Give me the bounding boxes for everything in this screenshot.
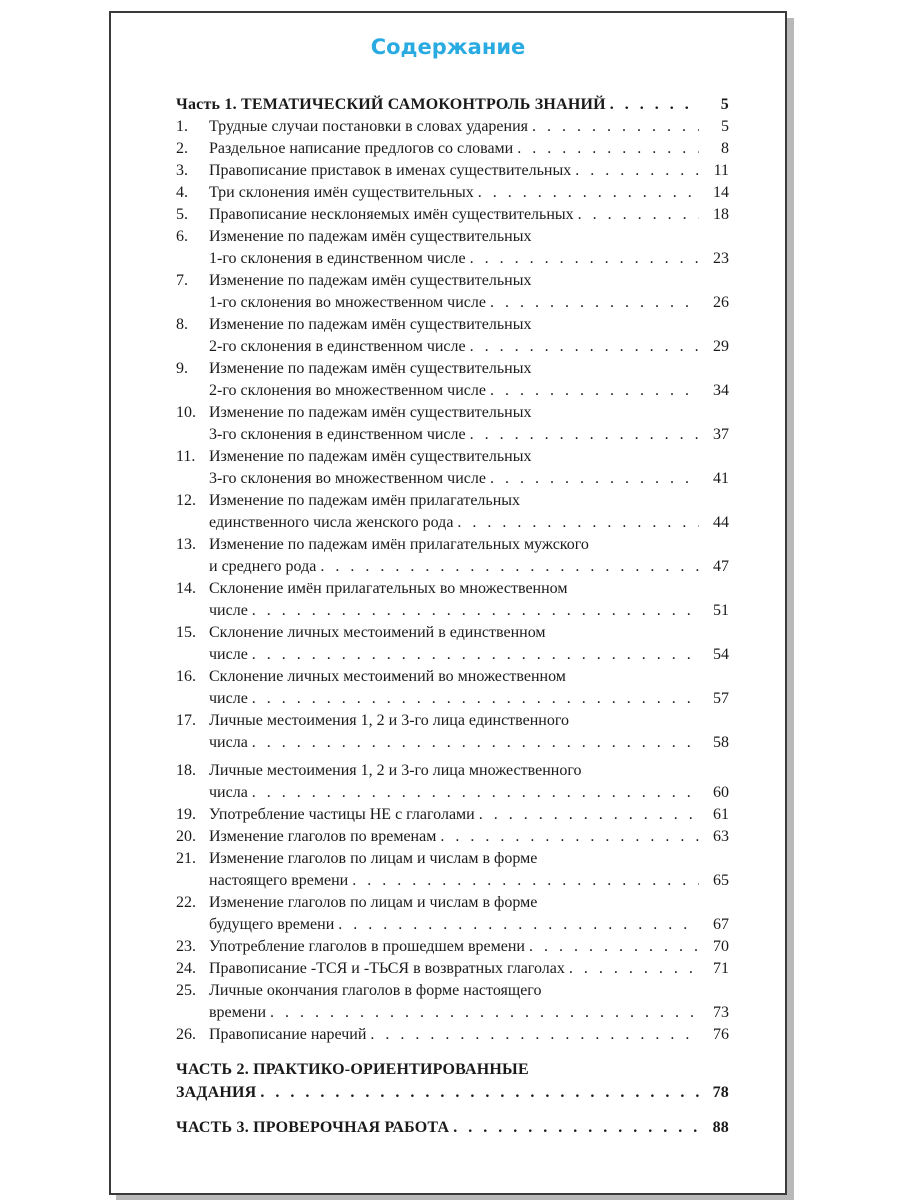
toc-line: [209, 314, 729, 336]
toc-line-text: Личные местоимения 1, 2 и 3-го лица единственного: [209, 712, 570, 729]
toc-entry: [176, 402, 729, 446]
toc-entries: [176, 116, 729, 1046]
page-number: 60: [713, 784, 729, 801]
dot-leader: [270, 1002, 699, 1024]
toc-entry-number: 10.: [176, 404, 196, 421]
toc-entry-number: 14.: [176, 580, 196, 597]
toc-entry-body: [209, 204, 729, 226]
toc-entry-number: 12.: [176, 492, 196, 509]
toc-entry-number: 8.: [176, 316, 188, 333]
toc-line-text: ЗАДАНИЯ: [176, 1084, 257, 1101]
toc-line-text: 2-го склонения в единственном числе: [209, 338, 466, 355]
dot-leader: [490, 380, 699, 402]
toc-entry: [176, 270, 729, 314]
toc-line-text: Личные окончания глаголов в форме настоящего: [209, 982, 542, 999]
toc-entry-number: 20.: [176, 828, 196, 845]
toc-line-text: Склонение имён прилагательных во множественном: [209, 580, 568, 597]
toc-line: [209, 468, 729, 490]
toc-line-text: Изменение глаголов по лицам и числам в форме: [209, 894, 538, 911]
toc-line-text: Правописание приставок в именах существительных: [209, 162, 572, 179]
toc-entry-number: 23.: [176, 938, 196, 955]
toc-entry-number: 11.: [176, 448, 196, 465]
toc-line: [209, 226, 729, 248]
toc-entry-number: 5.: [176, 206, 188, 223]
page-number: 61: [713, 806, 729, 823]
toc-line-text: 3-го склонения в единственном числе: [209, 426, 466, 443]
toc-line-text: Склонение личных местоимений в единственном: [209, 624, 546, 641]
toc-line-text: Изменение по падежам имён прилагательных: [209, 492, 521, 509]
dot-leader: [578, 204, 699, 226]
toc-part-3: [176, 1116, 729, 1139]
page-number: 8: [721, 140, 729, 157]
toc-line: [209, 424, 729, 446]
toc-line-text: 2-го склонения во множественном числе: [209, 382, 486, 399]
toc-line-text: Употребление частицы НЕ с глаголами: [209, 806, 475, 823]
page-number: 23: [713, 250, 729, 267]
toc-entry: [176, 666, 729, 710]
toc-line: [209, 138, 729, 160]
toc-line-text: Изменение по падежам имён прилагательных мужского: [209, 536, 589, 553]
toc-line: [209, 936, 729, 958]
toc-line: [209, 760, 729, 782]
toc-part-1: [176, 93, 729, 116]
toc-entry-number: 1.: [176, 118, 188, 135]
page-number: 58: [713, 734, 729, 751]
toc-line: [209, 1024, 729, 1046]
page-number: 47: [713, 558, 729, 575]
toc-entry-body: [209, 892, 729, 936]
page-number: 73: [713, 1004, 729, 1021]
dot-leader: [252, 600, 699, 622]
toc-entry-number: 7.: [176, 272, 188, 289]
toc-line: [209, 446, 729, 468]
toc-entry: [176, 490, 729, 534]
toc-entry-body: [209, 490, 729, 534]
toc-line-text: будущего времени: [209, 916, 335, 933]
toc-line: [209, 182, 729, 204]
toc-line-text: единственного числа женского рода: [209, 514, 454, 531]
dot-leader: [252, 644, 699, 666]
toc-line-text: Изменение глаголов по лицам и числам в форме: [209, 850, 538, 867]
dot-leader: [490, 292, 699, 314]
toc-line: [209, 848, 729, 870]
toc-entry-body: [209, 710, 729, 754]
toc-line: [209, 512, 729, 534]
page-number: 67: [713, 916, 729, 933]
page-number: 78: [712, 1084, 729, 1101]
toc-entry: [176, 358, 729, 402]
dot-leader: [352, 870, 699, 892]
dot-leader: [532, 116, 699, 138]
toc-entry-body: [209, 402, 729, 446]
toc-entry-body: [209, 138, 729, 160]
toc-line: [209, 958, 729, 980]
dot-leader: [569, 958, 699, 980]
toc-entry: [176, 936, 729, 958]
dot-leader: [370, 1024, 699, 1046]
dot-leader: [470, 336, 699, 358]
page-number: 11: [713, 162, 729, 179]
toc-entry-body: [209, 534, 729, 578]
dot-leader: [479, 804, 699, 826]
toc-entry: [176, 1024, 729, 1046]
toc-line-text: Правописание наречий: [209, 1026, 367, 1043]
toc-line: [209, 804, 729, 826]
toc-line-text: числа: [209, 734, 248, 751]
toc-entry: [176, 534, 729, 578]
toc-line-text: Употребление глаголов в прошедшем времени: [209, 938, 525, 955]
toc-entry: [176, 892, 729, 936]
toc-entry: [176, 116, 729, 138]
toc-entry-body: [209, 826, 729, 848]
toc-line: [209, 600, 729, 622]
toc-line-text: Изменение глаголов по временам: [209, 828, 437, 845]
page-number: 63: [713, 828, 729, 845]
toc-line: [209, 578, 729, 600]
toc-entry: [176, 804, 729, 826]
toc-entry-number: 6.: [176, 228, 188, 245]
toc-entry-body: [209, 1024, 729, 1046]
toc-line: [209, 710, 729, 732]
toc-entry: [176, 760, 729, 804]
page-number: 76: [713, 1026, 729, 1043]
toc-line: [209, 1002, 729, 1024]
toc-entry: [176, 958, 729, 980]
toc-line-text: числе: [209, 646, 248, 663]
toc-line-text: настоящего времени: [209, 872, 349, 889]
toc-line-text: времени: [209, 1004, 267, 1021]
toc-line: [176, 93, 729, 116]
toc-entry-body: [209, 936, 729, 958]
page-number: 37: [713, 426, 729, 443]
toc-line-text: ЧАСТЬ 3. ПРОВЕРОЧНАЯ РАБОТА: [176, 1119, 450, 1136]
toc-line: [209, 826, 729, 848]
toc-entry: [176, 182, 729, 204]
toc-line: [209, 980, 729, 1002]
toc-entry-body: [209, 578, 729, 622]
dot-leader: [453, 1116, 699, 1139]
toc-line: [209, 644, 729, 666]
toc-entry-body: [209, 160, 729, 182]
toc-entry-number: 4.: [176, 184, 188, 201]
toc-line: [209, 292, 729, 314]
toc-entry: [176, 710, 729, 754]
toc-line: [209, 336, 729, 358]
toc-line: [209, 892, 729, 914]
toc-entry-body: [209, 804, 729, 826]
toc-entry-number: 22.: [176, 894, 196, 911]
toc-line: [209, 248, 729, 270]
page-number: 18: [713, 206, 729, 223]
toc-line-text: Изменение по падежам имён существительных: [209, 404, 532, 421]
toc-entry-body: [209, 622, 729, 666]
toc-entry-number: 19.: [176, 806, 196, 823]
toc-entry-number: 9.: [176, 360, 188, 377]
toc-line-text: Правописание -ТСЯ и -ТЬСЯ в возвратных глаголах: [209, 960, 565, 977]
dot-leader: [252, 688, 699, 710]
toc-entry-body: [209, 358, 729, 402]
toc-entry: [176, 226, 729, 270]
document-page: [109, 11, 787, 1195]
toc-line: [209, 782, 729, 804]
page-number: 29: [713, 338, 729, 355]
dot-leader: [529, 936, 699, 958]
toc-line-text: Изменение по падежам имён существительных: [209, 228, 532, 245]
page-number: 26: [713, 294, 729, 311]
toc-line: [209, 402, 729, 424]
toc-line: [209, 556, 729, 578]
toc-line: [209, 534, 729, 556]
toc-entry: [176, 160, 729, 182]
toc-entry-body: [209, 270, 729, 314]
toc-entry-number: 25.: [176, 982, 196, 999]
toc-entry-body: [209, 446, 729, 490]
table-of-contents: [176, 93, 729, 1139]
toc-line: [209, 622, 729, 644]
toc-entry: [176, 204, 729, 226]
toc-entry: [176, 622, 729, 666]
toc-entry: [176, 138, 729, 160]
toc-line: [176, 1081, 729, 1104]
dot-leader: [252, 782, 699, 804]
dot-leader: [478, 182, 699, 204]
toc-entry-body: [209, 980, 729, 1024]
toc-entry: [176, 314, 729, 358]
toc-line-text: Раздельное написание предлогов со словами: [209, 140, 514, 157]
dot-leader: [440, 826, 699, 848]
toc-line-text: Трудные случаи постановки в словах ударения: [209, 118, 529, 135]
toc-line-text: числе: [209, 602, 248, 619]
page-number: 14: [713, 184, 729, 201]
toc-line-text: Личные местоимения 1, 2 и 3-го лица множественного: [209, 762, 582, 779]
toc-entry-body: [209, 314, 729, 358]
toc-entry-number: 16.: [176, 668, 196, 685]
toc-entry: [176, 826, 729, 848]
page-number: 70: [713, 938, 729, 955]
toc-entry-number: 3.: [176, 162, 188, 179]
toc-line: [209, 380, 729, 402]
toc-entry-body: [209, 226, 729, 270]
toc-line-text: числе: [209, 690, 248, 707]
toc-entry-body: [209, 760, 729, 804]
toc-line: [209, 914, 729, 936]
toc-line-text: ЧАСТЬ 2. ПРАКТИКО-ОРИЕНТИРОВАННЫЕ: [176, 1061, 529, 1078]
toc-entry-body: [209, 848, 729, 892]
dot-leader: [517, 138, 699, 160]
toc-line-text: 1-го склонения в единственном числе: [209, 250, 466, 267]
toc-entry-body: [209, 666, 729, 710]
toc-entry-body: [209, 116, 729, 138]
page-number: 71: [713, 960, 729, 977]
toc-entry-body: [209, 182, 729, 204]
toc-entry-number: 21.: [176, 850, 196, 867]
page-number: 51: [713, 602, 729, 619]
page-number: 5: [721, 118, 729, 135]
toc-line-text: Склонение личных местоимений во множественном: [209, 668, 566, 685]
toc-entry-number: 2.: [176, 140, 188, 157]
toc-line: [176, 1058, 729, 1081]
toc-line: [209, 666, 729, 688]
toc-entry: [176, 578, 729, 622]
page-number: 34: [713, 382, 729, 399]
dot-leader: [490, 468, 699, 490]
dot-leader: [260, 1081, 699, 1104]
page-number: 88: [712, 1119, 729, 1136]
dot-leader: [610, 93, 699, 116]
toc-entry-number: 24.: [176, 960, 196, 977]
toc-line: [209, 116, 729, 138]
dot-leader: [575, 160, 699, 182]
toc-line: [209, 490, 729, 512]
toc-line: [176, 1116, 729, 1139]
page-number: 54: [713, 646, 729, 663]
toc-line-text: Изменение по падежам имён существительных: [209, 448, 532, 465]
toc-entry-number: 17.: [176, 712, 196, 729]
dot-leader: [457, 512, 699, 534]
toc-line: [209, 870, 729, 892]
toc-line: [209, 270, 729, 292]
dot-leader: [338, 914, 699, 936]
dot-leader: [320, 556, 699, 578]
toc-part-2: [176, 1058, 729, 1104]
dot-leader: [470, 248, 699, 270]
page-number: 41: [713, 470, 729, 487]
toc-line-text: Часть 1. ТЕМАТИЧЕСКИЙ САМОКОНТРОЛЬ ЗНАНИЙ: [176, 96, 606, 113]
toc-entry: [176, 446, 729, 490]
toc-line-text: числа: [209, 784, 248, 801]
toc-line-text: Изменение по падежам имён существительных: [209, 272, 532, 289]
toc-line: [209, 358, 729, 380]
toc-line: [209, 732, 729, 754]
page-number: 57: [713, 690, 729, 707]
page-number: 44: [713, 514, 729, 531]
page-number: 65: [713, 872, 729, 889]
toc-line: [209, 204, 729, 226]
toc-entry: [176, 980, 729, 1024]
dot-leader: [470, 424, 699, 446]
toc-line: [209, 160, 729, 182]
toc-line-text: 3-го склонения во множественном числе: [209, 470, 486, 487]
toc-line-text: 1-го склонения во множественном числе: [209, 294, 486, 311]
toc-line-text: Изменение по падежам имён существительных: [209, 360, 532, 377]
toc-line: [209, 688, 729, 710]
toc-line-text: Три склонения имён существительных: [209, 184, 474, 201]
dot-leader: [252, 732, 699, 754]
toc-entry-number: 26.: [176, 1026, 196, 1043]
toc-line-text: и среднего рода: [209, 558, 317, 575]
page-number: 5: [720, 96, 729, 113]
toc-line-text: Правописание несклоняемых имён существительных: [209, 206, 574, 223]
toc-entry-number: 18.: [176, 762, 196, 779]
page-title: Содержание: [370, 35, 526, 59]
toc-line-text: Изменение по падежам имён существительных: [209, 316, 532, 333]
toc-entry-number: 15.: [176, 624, 196, 641]
toc-entry-body: [209, 958, 729, 980]
toc-entry-number: 13.: [176, 536, 196, 553]
toc-entry: [176, 848, 729, 892]
